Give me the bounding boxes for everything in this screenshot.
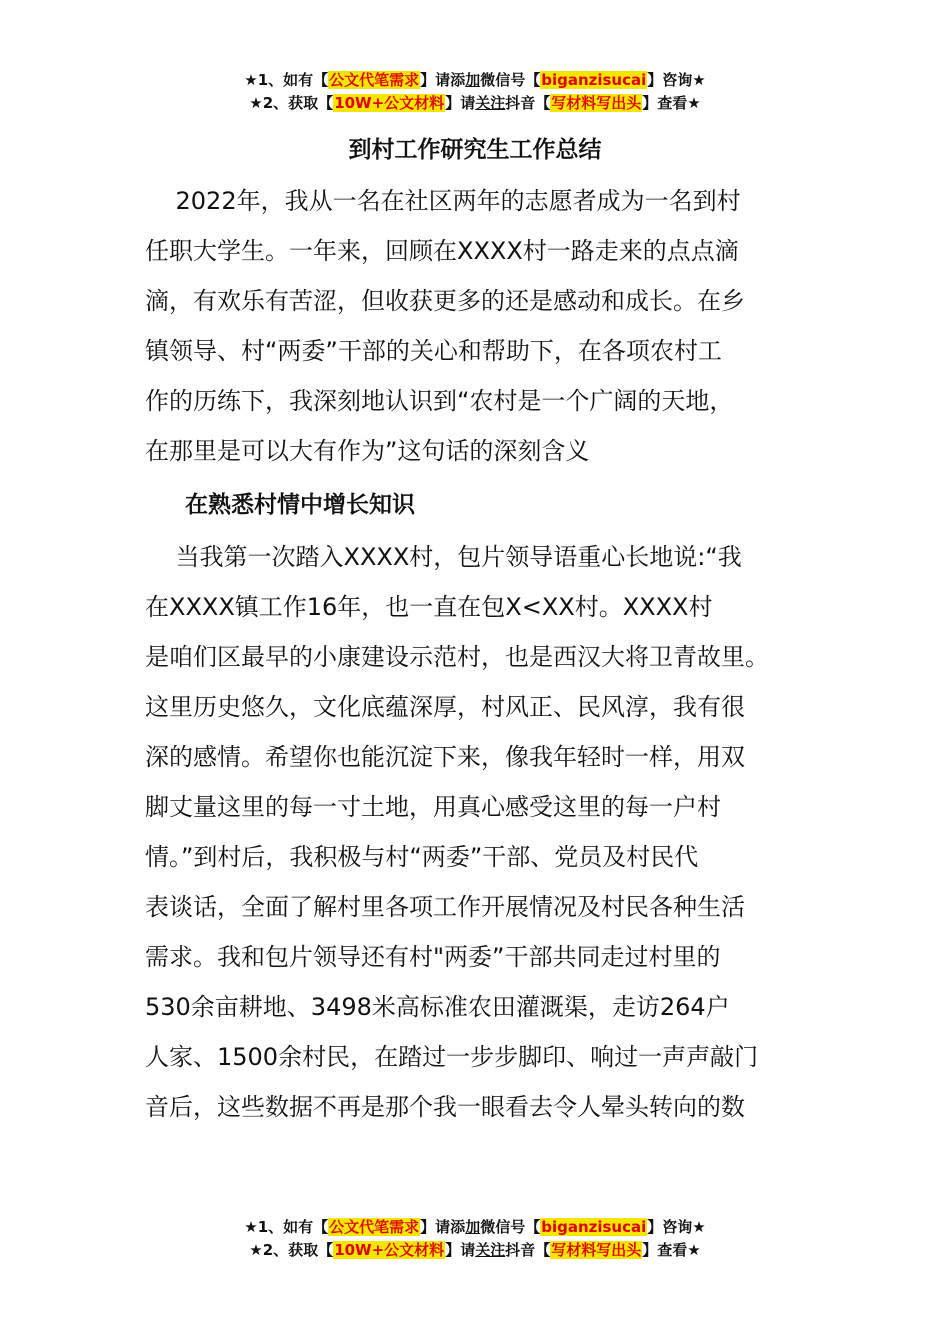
banner-highlight-service: 公文代笔需求: [329, 1218, 420, 1236]
paragraph-line: 这里历史悠久，文化底蕴深厚，村风正、民风淳，我有很: [145, 693, 745, 721]
paragraph-line: 在那里是可以大有作为”这句话的深刻含义: [145, 437, 590, 465]
paragraph-line: 当我第一次踏入XXXX村，包片领导语重心长地说:“我: [145, 543, 742, 571]
banner-text: 】查看★: [642, 94, 701, 112]
document-title: 到村工作研究生工作总结: [348, 137, 602, 163]
banner-underlined-text: 关注: [475, 1241, 506, 1259]
banner-text: 】查看★: [642, 1241, 701, 1259]
banner-line-1: [0, 69, 950, 92]
paragraph-line: 2022年，我从一名在社区两年的志愿者成为一名到村: [145, 187, 741, 215]
bottom-banner: [0, 1216, 950, 1262]
banner-highlight-service: 公文代笔需求: [329, 71, 420, 89]
banner-highlight-wechat-id: biganzisucai: [541, 1218, 647, 1236]
paragraph-line: 表谈话，全面了解村里各项工作开展情况及村民各种生活: [145, 893, 745, 921]
banner-highlight-materials: 10W+公文材料: [334, 94, 445, 112]
banner-text: 】请添: [420, 1218, 466, 1236]
paragraph-line: 任职大学生。一年来，回顾在XXXX村一路走来的点点滴: [145, 237, 739, 265]
banner-highlight-douyin-id: 写材料写出头: [551, 94, 642, 112]
banner-text: 】请: [445, 1241, 476, 1259]
paragraph-village-familiarization: [145, 532, 825, 1132]
paragraph-line: 是咱们区最早的小康建设示范村，也是西汉大将卫青故里。: [145, 643, 769, 671]
banner-text: 微信号【: [480, 1218, 541, 1236]
paragraph-line: 深的感情。希望你也能沉淀下来，像我年轻时一样，用双: [145, 743, 745, 771]
paragraph-line: 需求。我和包片领导还有村"两委”干部共同走过村里的: [145, 943, 721, 971]
paragraph-line: 滴，有欢乐有苦涩，但收获更多的还是感动和成长。在乡: [145, 287, 745, 315]
paragraph-line: 脚丈量这里的每一寸土地，用真心感受这里的每一户村: [145, 793, 721, 821]
banner-text: 】请添: [420, 71, 466, 89]
paragraph-line: 作的历练下，我深刻地认识到“农村是一个广阔的天地，: [145, 387, 734, 415]
paragraph-line: 在XXXX镇工作16年，也一直在包X<XX村。XXXX村: [145, 593, 713, 621]
banner-text: ★1、如有【: [244, 71, 329, 89]
paragraph-line: 音后，这些数据不再是那个我一眼看去令人晕头转向的数: [145, 1093, 745, 1121]
banner-highlight-douyin-id: 写材料写出头: [551, 1241, 642, 1259]
banner-underlined-text: 关注: [475, 94, 506, 112]
banner-underlined-text: 加: [465, 1218, 481, 1236]
banner-line-1: [0, 1216, 950, 1239]
paragraph-line: 530余亩耕地、3498米高标准农田灌溉渠，走访264户: [145, 993, 730, 1021]
top-banner: [0, 69, 950, 115]
banner-text: 】咨询★: [647, 71, 706, 89]
banner-text: 】请: [445, 94, 476, 112]
banner-highlight-materials: 10W+公文材料: [334, 1241, 445, 1259]
banner-text: 微信号【: [480, 71, 541, 89]
banner-highlight-wechat-id: biganzisucai: [541, 71, 647, 89]
banner-line-2: [0, 1239, 950, 1262]
paragraph-intro: [145, 176, 825, 476]
banner-text: ★2、获取【: [249, 1241, 334, 1259]
paragraph-line: 情。”到村后，我积极与村“两委”干部、党员及村民代: [145, 843, 699, 871]
banner-text: 】咨询★: [647, 1218, 706, 1236]
paragraph-line: 镇领导、村“两委”干部的关心和帮助下，在各项农村工: [145, 337, 722, 365]
banner-text: 抖音【: [505, 1241, 551, 1259]
section-heading: 在熟悉村情中增长知识: [185, 492, 415, 518]
banner-text: ★1、如有【: [244, 1218, 329, 1236]
banner-text: 抖音【: [505, 94, 551, 112]
banner-underlined-text: 加: [465, 71, 481, 89]
banner-text: ★2、获取【: [249, 94, 334, 112]
banner-line-2: [0, 92, 950, 115]
paragraph-line: 人家、1500余村民，在踏过一步步脚印、响过一声声敲门: [145, 1043, 759, 1071]
